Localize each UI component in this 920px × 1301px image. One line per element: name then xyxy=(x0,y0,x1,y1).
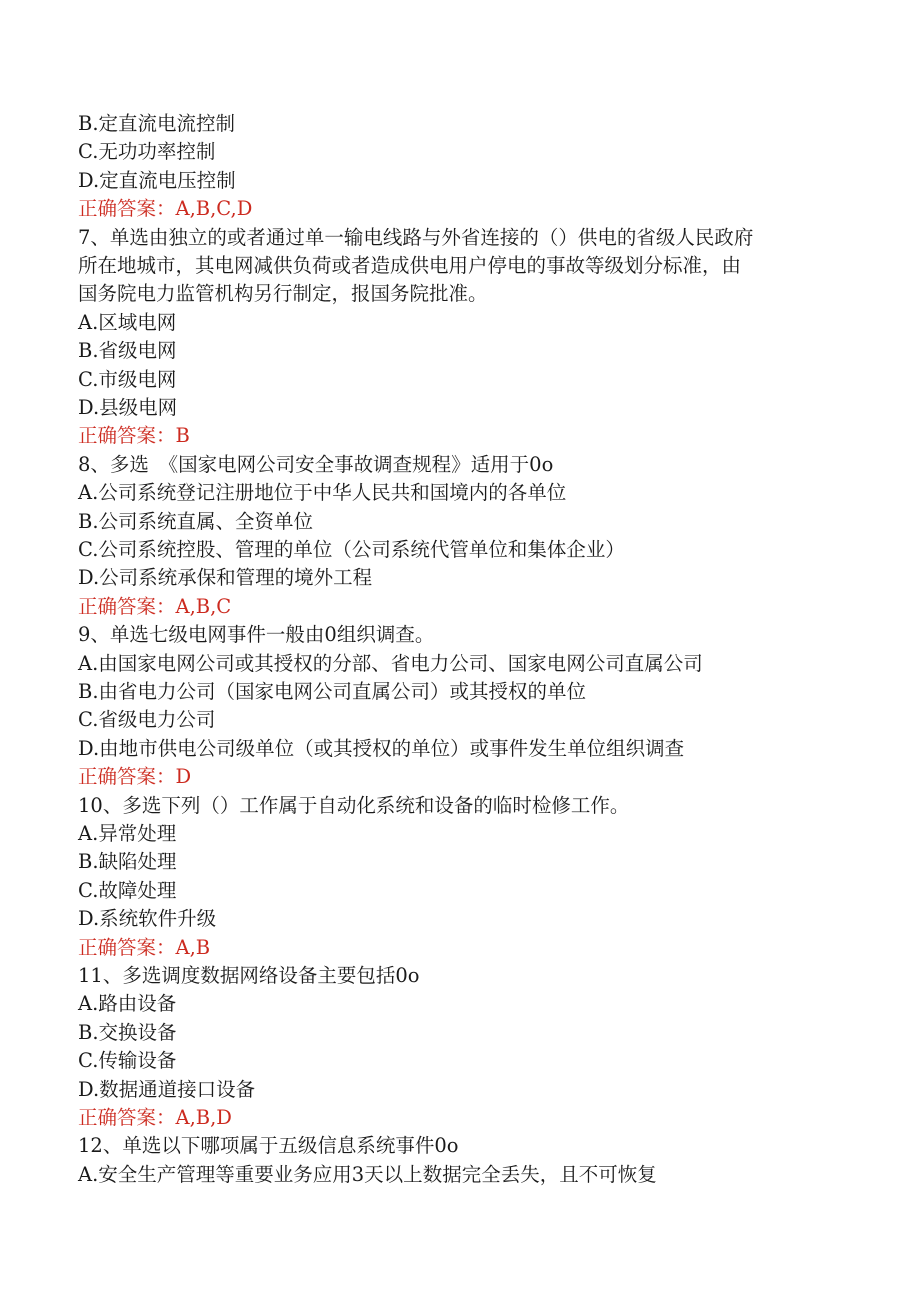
option-line: C.公司系统控股、管理的单位（公司系统代管单位和集体企业） xyxy=(78,538,625,561)
option-line: C.故障处理 xyxy=(78,878,177,902)
option-line: A.异常处理 xyxy=(78,822,177,845)
option-line: D.数据通道接口设备 xyxy=(78,1077,256,1101)
option-line: A.公司系统登记注册地位于中华人民共和国境内的各单位 xyxy=(78,481,567,505)
answer-line: 正确答案：A,B,D xyxy=(78,1106,232,1129)
option-line: C.省级电力公司 xyxy=(78,708,216,732)
question-line: 9、单选七级电网事件一般由0组织调查。 xyxy=(78,623,435,647)
answer-line: 正确答案：A,B xyxy=(78,935,211,959)
question-line: 国务院电力监管机构另行制定，报国务院批准。 xyxy=(78,282,488,306)
question-line: 11、多选调度数据网络设备主要包括0o xyxy=(78,964,420,987)
option-line: A.由国家电网公司或其授权的分部、省电力公司、国家电网公司直属公司 xyxy=(78,651,703,675)
option-line: C.传输设备 xyxy=(78,1049,177,1073)
option-line: B.缺陷处理 xyxy=(78,850,177,874)
option-line: C.市级电网 xyxy=(78,367,177,391)
question-line: 7、单选由独立的或者通过单一输电线路与外省连接的（）供电的省级人民政府 xyxy=(78,225,754,249)
option-line: B.定直流电流控制 xyxy=(78,112,236,135)
question-line: 8、多选 《国家电网公司安全事故调查规程》适用于0o xyxy=(78,452,554,476)
answer-line: 正确答案：A,B,C xyxy=(78,594,232,618)
option-line: D.公司系统承保和管理的境外工程 xyxy=(78,566,373,590)
question-line: 所在地城市，其电网减供负荷或者造成供电用户停电的事故等级划分标准，由 xyxy=(78,254,742,277)
option-line: D.县级电网 xyxy=(78,396,178,419)
option-line: B.省级电网 xyxy=(78,339,177,363)
option-line: B.交换设备 xyxy=(78,1020,177,1044)
option-line: B.由省电力公司（国家电网公司直属公司）或其授权的单位 xyxy=(78,680,587,703)
option-line: D.由地市供电公司级单位（或其授权的单位）或事件发生单位组织调查 xyxy=(78,736,685,760)
answer-line: 正确答案：B xyxy=(78,424,190,448)
question-line: 12、单选以下哪项属于五级信息系统事件0o xyxy=(78,1134,459,1158)
option-line: A.区域电网 xyxy=(78,310,177,334)
option-line: A.路由设备 xyxy=(78,992,177,1016)
option-line: B.公司系统直属、全资单位 xyxy=(78,509,314,533)
option-line: D.定直流电压控制 xyxy=(78,168,236,192)
option-line: C.无功功率控制 xyxy=(78,140,216,164)
question-line: 10、多选下列（）工作属于自动化系统和设备的临时检修工作。 xyxy=(78,793,630,817)
answer-line: 正确答案：A,B,C,D xyxy=(78,197,253,221)
option-line: A.安全生产管理等重要业务应用3天以上数据完全丢失，且不可恢复 xyxy=(78,1162,657,1186)
option-line: D.系统软件升级 xyxy=(78,907,217,931)
answer-line: 正确答案：D xyxy=(78,765,192,789)
